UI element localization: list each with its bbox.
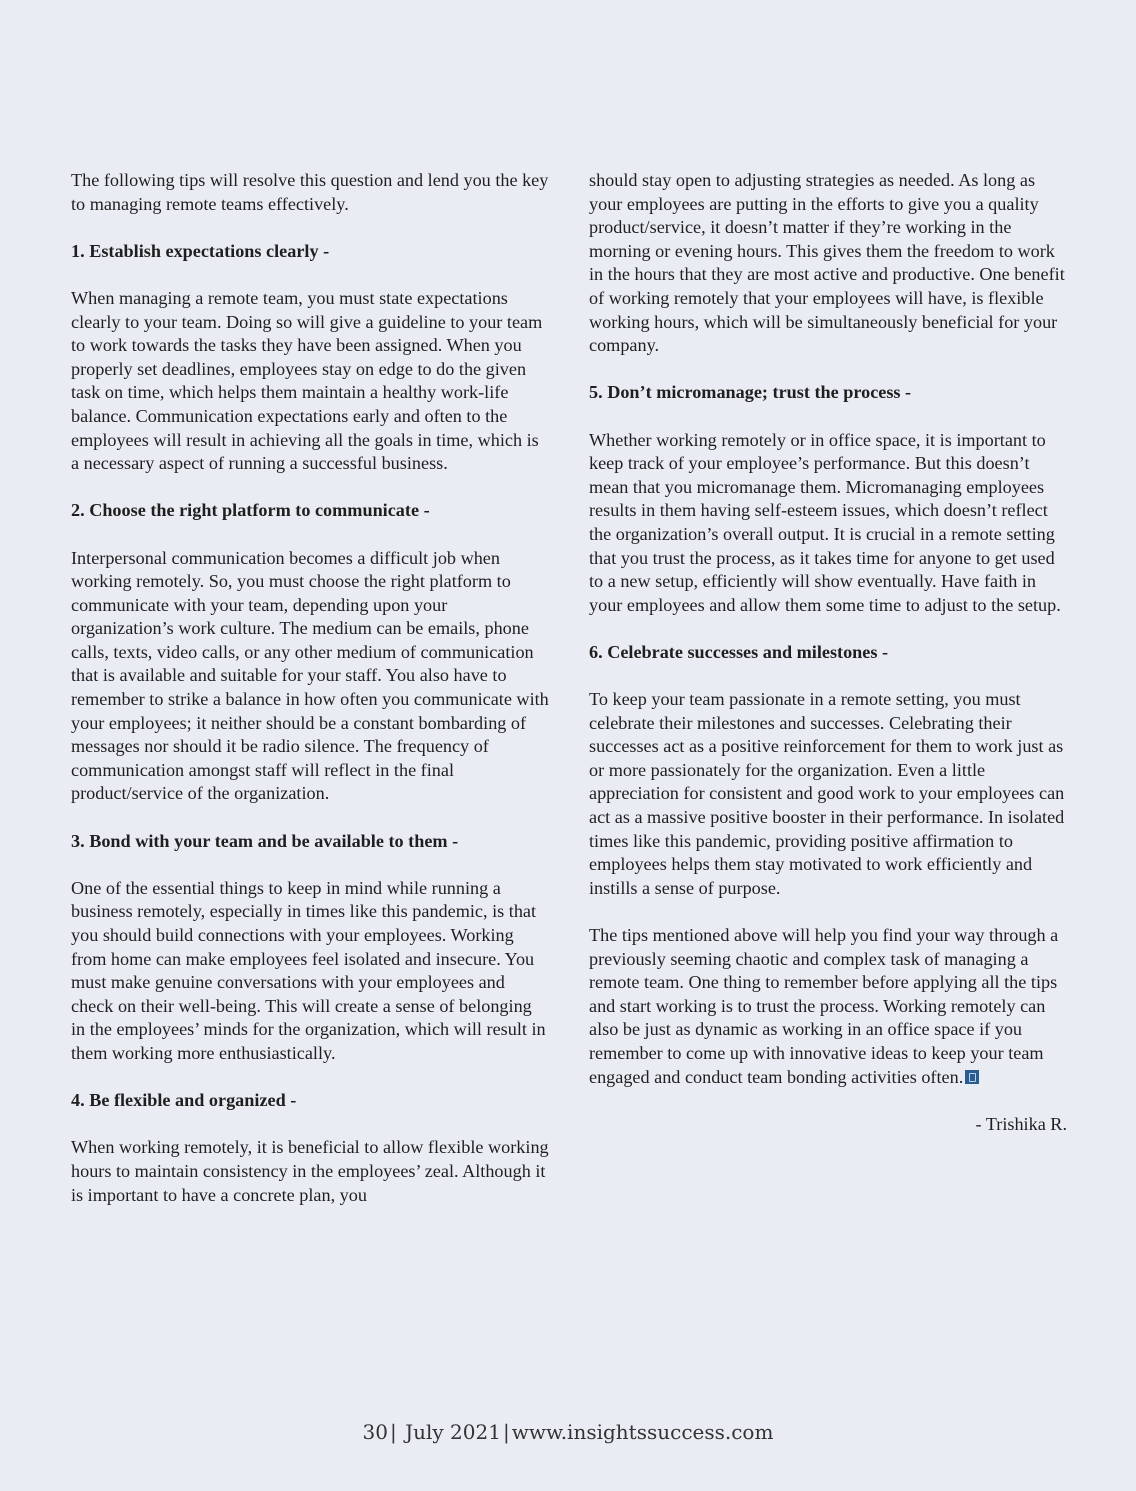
website-url: www.insightssuccess.com: [511, 1420, 774, 1444]
footer-separator: |: [502, 1420, 510, 1444]
author-signature: - Trishika R.: [975, 1113, 1067, 1134]
conclusion-text: The tips mentioned above will help you find your way through a previously seeming chaotic and complex task of managing a remote team. One thing to remember before applying all the tips and start working is to trust the process. Working remotely can also be just as dynamic as working in an office space if you remember to come up with innovative ideas to keep your team engaged and conduct team bonding activities often.: [589, 925, 1059, 1087]
section-heading-2: 2. Choose the right platform to communicate -: [71, 500, 430, 521]
page-number: 30: [362, 1420, 388, 1444]
intro-paragraph: The following tips will resolve this question and lend you the key to managing remote teams effectively.: [71, 170, 549, 214]
end-of-article-icon: [965, 1070, 979, 1084]
section-body-6: To keep your team passionate in a remote setting, you must celebrate their milestones and successes. Celebrating their successes act as a positive reinforcement for them to work just as or more passionately for the organization. Even a little appreciation for consistent and good work to your employees can act as a massive positive booster in their performance. In isolated times like this pandemic, providing positive affirmation to employees helps them stay motivated to work efficiently and instills a sense of purpose.: [589, 689, 1065, 898]
page-footer: [0, 1420, 1136, 1444]
article-right-column: [589, 169, 1067, 1136]
section-body-5: Whether working remotely or in office space, it is important to keep track of your employee’s performance. But this doesn’t mean that you micromanage them. Micromanaging employees results in them having self-esteem issues, which doesn’t reflect the organization’s overall output. It is crucial in a remote setting that you trust the process, as it takes time for anyone to get used to a new setup, efficiently will show eventually. Have faith in your employees and allow them some time to adjust to the setup.: [589, 429, 1061, 615]
section-body-4-continued: should stay open to adjusting strategies as needed. As long as your employees are putting in the efforts to give you a quality product/service, it doesn’t matter if they’re working in the morning or evening hours. This gives them the freedom to work in the hours that they are most active and productive. One benefit of working remotely that your employees will have, is flexible working hours, which will be simultaneously beneficial for your company.: [589, 170, 1065, 356]
section-body-2: Interpersonal communication becomes a difficult job when working remotely. So, you must choose the right platform to communicate with your team, depending upon your organization’s work culture. The medium can be emails, phone calls, texts, video calls, or any other medium of communication that is available and suitable for your staff. You also have to remember to strike a balance in how often you communicate with your employees; it neither should be a constant bombarding of messages nor should it be radio silence. The frequency of communication amongst staff will reflect in the final product/service of the organization.: [71, 547, 549, 804]
section-heading-3: 3. Bond with your team and be available to them -: [71, 830, 459, 851]
section-heading-1: 1. Establish expectations clearly -: [71, 240, 330, 261]
section-heading-6: 6. Celebrate successes and milestones -: [589, 641, 889, 662]
section-heading-5: 5. Don’t micromanage; trust the process -: [589, 382, 912, 403]
issue-date: July 2021: [405, 1420, 501, 1444]
article-left-column: [71, 169, 549, 1207]
section-heading-4: 4. Be flexible and organized -: [71, 1090, 297, 1111]
footer-separator: |: [389, 1420, 397, 1444]
section-body-4-start: When working remotely, it is beneficial to allow flexible working hours to maintain consistency in the employees’ zeal. Although it is important to have a concrete plan, you: [71, 1137, 549, 1205]
section-body-1: When managing a remote team, you must state expectations clearly to your team. Doing so will give a guideline to your team to work towards the tasks they have been assigned. When you properly set deadlines, employees stay on edge to do the given task on time, which helps them maintain a healthy work-life balance. Communication expectations early and often to the employees will result in achieving all the goals in time, which is a necessary aspect of running a successful business.: [71, 287, 543, 474]
section-body-3: One of the essential things to keep in mind while running a business remotely, especially in times like this pandemic, is that you should build connections with your employees. Working from home can make employees feel isolated and insecure. You must make genuine conversations with your employees and check on their well-being. This will create a sense of belonging in the employees’ minds for the organization, which will result in them working more enthusiastically.: [71, 877, 546, 1063]
conclusion-paragraph: [589, 924, 1067, 1089]
